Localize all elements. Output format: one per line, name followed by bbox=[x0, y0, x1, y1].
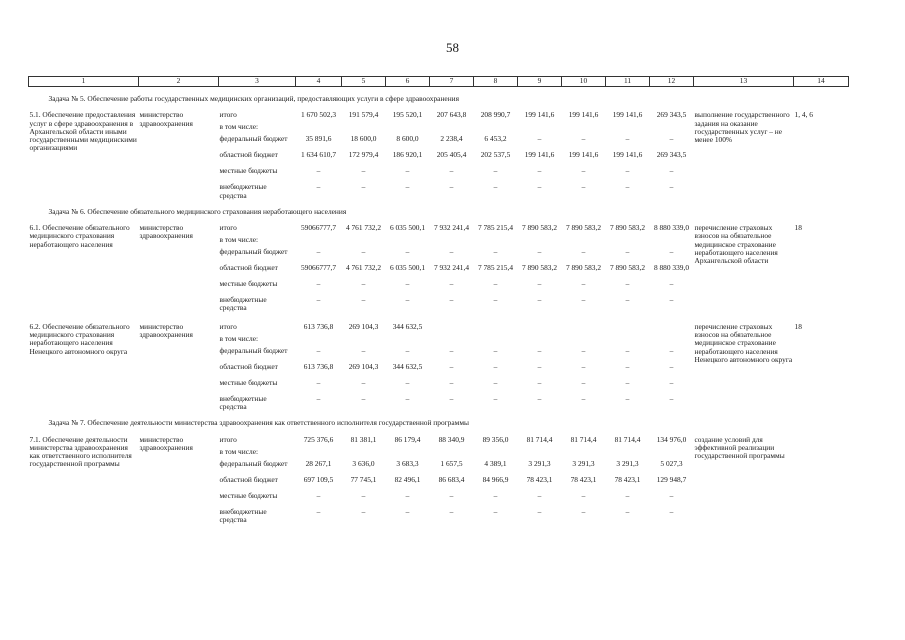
amount-cell: 269 343,5 bbox=[656, 110, 687, 120]
amount-cell: – bbox=[361, 377, 366, 387]
amount-cell: – bbox=[493, 361, 498, 371]
amount-cell bbox=[474, 335, 518, 347]
amount-cell: 89 356,0 bbox=[482, 434, 509, 444]
amount-cell: 81 714,4 bbox=[614, 434, 641, 444]
executor-name: министерство здравоохранения bbox=[139, 223, 193, 241]
amount-cell: – bbox=[537, 506, 542, 516]
amount-cell: – bbox=[405, 166, 410, 176]
amount-cell: 6 453,2 bbox=[484, 134, 507, 144]
expected-result: выполнение государственного задания на оказание государственных услуг – не менее 100% bbox=[694, 110, 790, 145]
amount-cell: – bbox=[537, 182, 542, 192]
amount-cell: – bbox=[625, 166, 630, 176]
amount-cell: 6 035 500,1 bbox=[389, 223, 426, 233]
expected-result: создание условий для эффективной реализации государственной программы bbox=[694, 434, 785, 461]
amount-cell: – bbox=[537, 247, 542, 257]
amount-cell: 7 932 241,4 bbox=[433, 263, 470, 273]
task-title: Задача № 5. Обеспечение работы государственных медицинских организаций, предоставляющих услуги в сфере здравоохранения bbox=[48, 94, 460, 103]
amount-cell: 4 761 732,2 bbox=[345, 263, 382, 273]
amount-cell: – bbox=[625, 361, 630, 371]
amount-cell: – bbox=[405, 295, 410, 305]
amount-cell bbox=[562, 448, 606, 460]
amount-cell: 725 376,6 bbox=[303, 434, 334, 444]
amount-cell: – bbox=[449, 182, 454, 192]
amount-cell: – bbox=[405, 393, 410, 403]
funding-source: внебюджетные средства bbox=[219, 182, 267, 200]
task-title: Задача № 6. Обеспечение обязательного медицинского страхования неработающего населения bbox=[48, 206, 347, 216]
amount-cell: – bbox=[316, 295, 321, 305]
amount-cell: – bbox=[493, 393, 498, 403]
indicator-ref: 18 bbox=[794, 321, 802, 331]
executor-name: министерство здравоохранения bbox=[139, 110, 193, 128]
amount-cell: – bbox=[669, 182, 674, 192]
amount-cell: – bbox=[581, 182, 586, 192]
amount-cell: – bbox=[669, 295, 674, 305]
amount-cell: – bbox=[449, 345, 454, 355]
column-header: 1 bbox=[29, 77, 139, 87]
amount-cell: – bbox=[405, 490, 410, 500]
expected-result: перечисление страховых взносов на обязательное медицинское страхование неработающего населения Ненецкого автономного округа bbox=[694, 321, 793, 364]
amount-cell: 1 670 502,3 bbox=[300, 110, 337, 120]
amount-cell: 7 890 583,2 bbox=[565, 263, 602, 273]
amount-cell: 8 880 339,0 bbox=[653, 223, 690, 233]
amount-cell: – bbox=[449, 393, 454, 403]
amount-cell: 84 966,9 bbox=[482, 474, 509, 484]
amount-cell: 199 141,6 bbox=[612, 150, 643, 160]
amount-cell: 6 035 500,1 bbox=[389, 263, 426, 273]
budget-table bbox=[28, 76, 849, 524]
amount-cell: – bbox=[581, 279, 586, 289]
task-title-row bbox=[29, 200, 849, 222]
amount-cell: – bbox=[625, 295, 630, 305]
amount-cell: – bbox=[537, 166, 542, 176]
amount-cell: – bbox=[316, 377, 321, 387]
funding-source: внебюджетные средства bbox=[219, 295, 267, 313]
funding-source: федеральный бюджет bbox=[219, 345, 288, 355]
amount-cell: – bbox=[493, 345, 498, 355]
amount-cell: – bbox=[316, 166, 321, 176]
funding-source: местные бюджеты bbox=[219, 490, 278, 500]
funding-source: внебюджетные средства bbox=[219, 393, 267, 411]
amount-cell: 78 423,1 bbox=[570, 474, 597, 484]
amount-cell: 4 761 732,2 bbox=[345, 223, 382, 233]
amount-cell: – bbox=[493, 166, 498, 176]
measure-name: 7.1. Обеспечение деятельности министерства здравоохранения как ответственного исполнителя государственной программы bbox=[29, 434, 132, 469]
amount-cell: – bbox=[493, 377, 498, 387]
amount-cell bbox=[342, 448, 386, 460]
amount-cell: – bbox=[537, 345, 542, 355]
amount-cell: 344 632,5 bbox=[392, 321, 423, 331]
amount-cell bbox=[386, 448, 430, 460]
amount-cell: – bbox=[581, 247, 586, 257]
column-header: 9 bbox=[518, 77, 562, 87]
amount-cell: – bbox=[625, 490, 630, 500]
funding-source: федеральный бюджет bbox=[219, 134, 288, 144]
column-header: 8 bbox=[474, 77, 518, 87]
amount-cell: 269 104,3 bbox=[348, 321, 379, 331]
item-spacer bbox=[29, 313, 849, 321]
funding-source: областной бюджет bbox=[219, 361, 278, 371]
amount-cell: 3 291,3 bbox=[528, 458, 551, 468]
amount-cell: – bbox=[581, 134, 586, 144]
column-header: 11 bbox=[606, 77, 650, 87]
amount-cell: 86 683,4 bbox=[438, 474, 465, 484]
amount-cell bbox=[606, 448, 650, 460]
indicator-ref bbox=[794, 434, 849, 525]
amount-cell bbox=[606, 321, 650, 335]
amount-cell: 81 714,4 bbox=[526, 434, 553, 444]
measure-name: 5.1. Обеспечение предоставления услуг в сфере здравоохранения в Архангельской области иными государственными медицинскими организациями bbox=[29, 110, 137, 153]
amount-cell: 35 891,6 bbox=[305, 134, 332, 144]
spacer-cell bbox=[29, 313, 849, 321]
task-title: Задача № 7. Обеспечение деятельности министерства здравоохранения как ответственного исполнителя государственной программы bbox=[48, 418, 469, 428]
funding-source: итого bbox=[219, 110, 237, 120]
amount-cell: 613 736,8 bbox=[303, 321, 334, 331]
amount-cell bbox=[562, 321, 606, 335]
amount-cell: – bbox=[361, 490, 366, 500]
amount-cell: – bbox=[537, 134, 542, 144]
amount-cell bbox=[296, 335, 342, 347]
amount-cell: – bbox=[669, 393, 674, 403]
amount-cell: 8 600,0 bbox=[396, 134, 419, 144]
amount-cell: 344 632,5 bbox=[392, 361, 423, 371]
amount-cell: 81 381,1 bbox=[350, 434, 377, 444]
funding-source: итого bbox=[219, 321, 237, 331]
amount-cell: – bbox=[449, 166, 454, 176]
amount-cell bbox=[562, 335, 606, 347]
amount-cell: – bbox=[581, 393, 586, 403]
funding-source: в том числе: bbox=[219, 333, 259, 343]
amount-cell: 1 657,5 bbox=[440, 458, 463, 468]
amount-cell: – bbox=[405, 506, 410, 516]
amount-cell: – bbox=[669, 279, 674, 289]
amount-cell: 613 736,8 bbox=[303, 361, 334, 371]
measure-name: 6.2. Обеспечение обязательного медицинского страхования неработающего населения Ненецкого автономного округа bbox=[29, 321, 130, 356]
amount-cell bbox=[386, 335, 430, 347]
funding-source: областной бюджет bbox=[219, 263, 278, 273]
amount-cell: 18 600,0 bbox=[350, 134, 377, 144]
amount-cell: – bbox=[449, 279, 454, 289]
amount-cell bbox=[430, 321, 474, 335]
amount-cell: 7 890 583,2 bbox=[565, 223, 602, 233]
amount-cell: – bbox=[669, 506, 674, 516]
amount-cell: – bbox=[537, 295, 542, 305]
amount-cell: – bbox=[405, 182, 410, 192]
amount-cell: 134 976,0 bbox=[656, 434, 687, 444]
column-header: 5 bbox=[342, 77, 386, 87]
amount-cell: – bbox=[361, 279, 366, 289]
funding-source: итого bbox=[219, 434, 237, 444]
amount-cell: – bbox=[316, 490, 321, 500]
amount-cell: – bbox=[361, 345, 366, 355]
amount-cell bbox=[430, 448, 474, 460]
amount-cell: 7 890 583,2 bbox=[521, 263, 558, 273]
amount-cell: 7 785 215,4 bbox=[477, 263, 514, 273]
table-row bbox=[29, 321, 849, 335]
amount-cell: – bbox=[361, 295, 366, 305]
amount-cell: 199 141,6 bbox=[524, 150, 555, 160]
amount-cell: – bbox=[449, 377, 454, 387]
amount-cell: – bbox=[316, 506, 321, 516]
amount-cell: – bbox=[361, 393, 366, 403]
amount-cell: – bbox=[581, 361, 586, 371]
amount-cell: 199 141,6 bbox=[568, 110, 599, 120]
amount-cell: – bbox=[405, 377, 410, 387]
amount-cell: – bbox=[361, 166, 366, 176]
funding-source: в том числе: bbox=[219, 122, 259, 132]
amount-cell: 7 890 583,2 bbox=[609, 223, 646, 233]
amount-cell bbox=[474, 321, 518, 335]
amount-cell: 195 520,1 bbox=[392, 110, 423, 120]
column-header-row bbox=[29, 77, 849, 87]
amount-cell: – bbox=[449, 295, 454, 305]
amount-cell: – bbox=[625, 345, 630, 355]
funding-source: областной бюджет bbox=[219, 150, 278, 160]
amount-cell: 88 340,9 bbox=[438, 434, 465, 444]
executor-name: министерство здравоохранения bbox=[139, 434, 193, 452]
amount-cell: 82 496,1 bbox=[394, 474, 421, 484]
amount-cell: 81 714,4 bbox=[570, 434, 597, 444]
amount-cell: – bbox=[625, 506, 630, 516]
table-row bbox=[29, 222, 849, 236]
amount-cell: 86 179,4 bbox=[394, 434, 421, 444]
amount-cell: – bbox=[625, 182, 630, 192]
funding-source: в том числе: bbox=[219, 446, 259, 456]
column-header: 7 bbox=[430, 77, 474, 87]
amount-cell: – bbox=[669, 361, 674, 371]
amount-cell: – bbox=[405, 279, 410, 289]
amount-cell: – bbox=[316, 247, 321, 257]
column-header: 14 bbox=[794, 77, 849, 87]
amount-cell: – bbox=[537, 490, 542, 500]
measure-name: 6.1. Обеспечение обязательного медицинского страхования неработающего населения bbox=[29, 223, 130, 249]
amount-cell: – bbox=[361, 247, 366, 257]
task-title-row bbox=[29, 87, 849, 110]
amount-cell: – bbox=[625, 134, 630, 144]
amount-cell: – bbox=[449, 361, 454, 371]
amount-cell: – bbox=[493, 279, 498, 289]
amount-cell: – bbox=[669, 166, 674, 176]
column-header: 2 bbox=[139, 77, 219, 87]
amount-cell bbox=[342, 335, 386, 347]
amount-cell: – bbox=[537, 279, 542, 289]
amount-cell: – bbox=[449, 247, 454, 257]
amount-cell bbox=[518, 448, 562, 460]
executor-name: министерство здравоохранения bbox=[139, 321, 193, 339]
amount-cell: – bbox=[316, 345, 321, 355]
amount-cell: 4 389,1 bbox=[484, 458, 507, 468]
amount-cell: 2 238,4 bbox=[440, 134, 463, 144]
amount-cell: – bbox=[493, 490, 498, 500]
amount-cell: 78 423,1 bbox=[526, 474, 553, 484]
column-header: 10 bbox=[562, 77, 606, 87]
amount-cell: 129 948,7 bbox=[656, 474, 687, 484]
amount-cell: – bbox=[581, 377, 586, 387]
amount-cell: 5 027,3 bbox=[660, 458, 683, 468]
amount-cell: – bbox=[449, 490, 454, 500]
amount-cell: 77 745,1 bbox=[350, 474, 377, 484]
amount-cell: 191 579,4 bbox=[348, 110, 379, 120]
page-number: 58 bbox=[446, 40, 459, 55]
table-row bbox=[29, 434, 849, 448]
amount-cell: 199 141,6 bbox=[568, 150, 599, 160]
amount-cell: – bbox=[581, 166, 586, 176]
amount-cell: – bbox=[581, 506, 586, 516]
amount-cell: 205 405,4 bbox=[436, 150, 467, 160]
amount-cell: 269 104,3 bbox=[348, 361, 379, 371]
funding-source: местные бюджеты bbox=[219, 377, 278, 387]
amount-cell: – bbox=[669, 377, 674, 387]
amount-cell bbox=[296, 448, 342, 460]
amount-cell: – bbox=[625, 377, 630, 387]
amount-cell: 7 890 583,2 bbox=[521, 223, 558, 233]
amount-cell bbox=[650, 335, 694, 347]
column-header: 6 bbox=[386, 77, 430, 87]
amount-cell: 7 932 241,4 bbox=[433, 223, 470, 233]
funding-source: местные бюджеты bbox=[219, 166, 278, 176]
amount-cell: 7 785 215,4 bbox=[477, 223, 514, 233]
amount-cell: 59066777,7 bbox=[300, 263, 337, 273]
amount-cell: – bbox=[449, 506, 454, 516]
amount-cell: – bbox=[625, 393, 630, 403]
amount-cell: – bbox=[581, 295, 586, 305]
amount-cell: – bbox=[625, 279, 630, 289]
table-row bbox=[29, 109, 849, 123]
amount-cell: 59066777,7 bbox=[300, 223, 337, 233]
task-title-row bbox=[29, 411, 849, 433]
amount-cell: – bbox=[669, 345, 674, 355]
amount-cell: – bbox=[361, 182, 366, 192]
amount-cell: – bbox=[316, 393, 321, 403]
funding-source: местные бюджеты bbox=[219, 279, 278, 289]
indicator-ref: 18 bbox=[794, 223, 802, 233]
amount-cell bbox=[650, 448, 694, 460]
amount-cell: – bbox=[493, 247, 498, 257]
amount-cell: 186 920,1 bbox=[392, 150, 423, 160]
amount-cell: 7 890 583,2 bbox=[609, 263, 646, 273]
amount-cell: – bbox=[625, 247, 630, 257]
amount-cell: – bbox=[316, 182, 321, 192]
funding-source: федеральный бюджет bbox=[219, 458, 288, 468]
amount-cell: – bbox=[405, 345, 410, 355]
amount-cell bbox=[606, 335, 650, 347]
amount-cell: 199 141,6 bbox=[524, 110, 555, 120]
amount-cell bbox=[474, 448, 518, 460]
amount-cell: – bbox=[537, 361, 542, 371]
amount-cell bbox=[518, 335, 562, 347]
amount-cell: – bbox=[669, 490, 674, 500]
expected-result: перечисление страховых взносов на обязательное медицинское страхование неработающего населения Архангельской области bbox=[694, 223, 778, 266]
amount-cell: 3 291,3 bbox=[572, 458, 595, 468]
amount-cell: – bbox=[581, 490, 586, 500]
amount-cell: 269 343,5 bbox=[656, 150, 687, 160]
indicator-ref: 1, 4, 6 bbox=[794, 110, 813, 120]
amount-cell: – bbox=[537, 377, 542, 387]
column-header: 12 bbox=[650, 77, 694, 87]
funding-source: областной бюджет bbox=[219, 474, 278, 484]
amount-cell: – bbox=[316, 279, 321, 289]
amount-cell: 199 141,6 bbox=[612, 110, 643, 120]
amount-cell: – bbox=[493, 182, 498, 192]
amount-cell: – bbox=[669, 134, 674, 144]
amount-cell: – bbox=[493, 295, 498, 305]
amount-cell: – bbox=[669, 247, 674, 257]
funding-source: в том числе: bbox=[219, 235, 259, 245]
amount-cell: – bbox=[493, 506, 498, 516]
funding-source: итого bbox=[219, 223, 237, 233]
amount-cell: 1 634 610,7 bbox=[300, 150, 337, 160]
amount-cell: – bbox=[361, 506, 366, 516]
amount-cell: 202 537,5 bbox=[480, 150, 511, 160]
amount-cell: 697 109,5 bbox=[303, 474, 334, 484]
column-header: 4 bbox=[296, 77, 342, 87]
funding-source: внебюджетные средства bbox=[219, 506, 267, 524]
amount-cell: 28 267,1 bbox=[305, 458, 332, 468]
column-header: 3 bbox=[219, 77, 296, 87]
amount-cell: – bbox=[405, 247, 410, 257]
amount-cell: 3 291,3 bbox=[616, 458, 639, 468]
amount-cell: 78 423,1 bbox=[614, 474, 641, 484]
amount-cell: 207 643,8 bbox=[436, 110, 467, 120]
amount-cell: 8 880 339,0 bbox=[653, 263, 690, 273]
amount-cell: 3 683,3 bbox=[396, 458, 419, 468]
amount-cell: 208 990,7 bbox=[480, 110, 511, 120]
amount-cell: 172 979,4 bbox=[348, 150, 379, 160]
funding-source: федеральный бюджет bbox=[219, 247, 288, 257]
amount-cell bbox=[430, 335, 474, 347]
amount-cell: – bbox=[581, 345, 586, 355]
amount-cell: – bbox=[537, 393, 542, 403]
column-header: 13 bbox=[694, 77, 794, 87]
amount-cell bbox=[650, 321, 694, 335]
amount-cell: 3 636,0 bbox=[352, 458, 375, 468]
amount-cell bbox=[518, 321, 562, 335]
